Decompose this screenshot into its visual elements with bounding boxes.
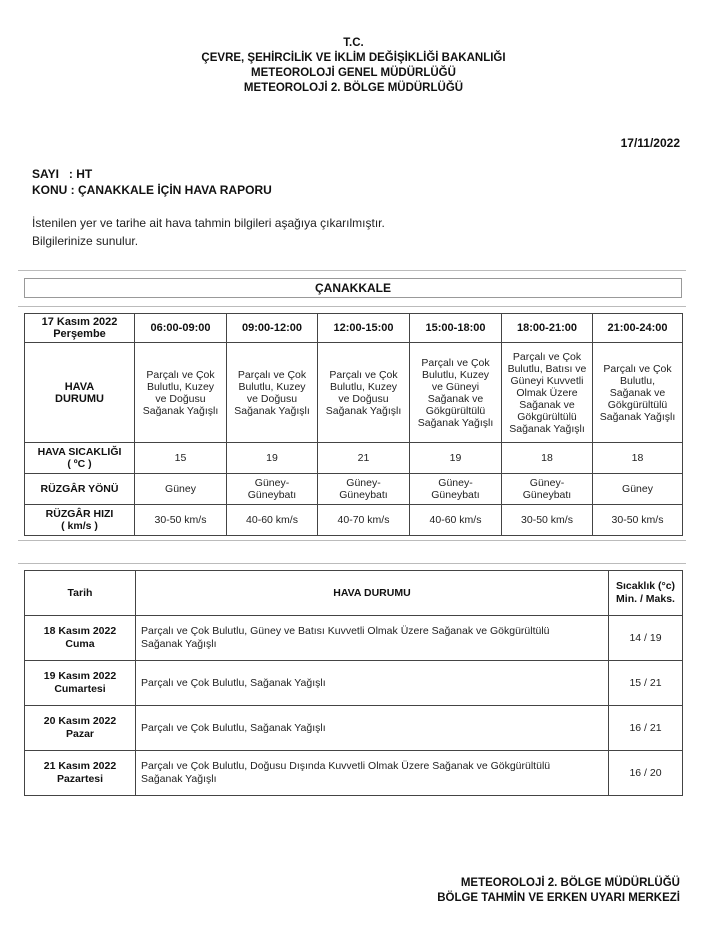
table-row <box>25 706 683 751</box>
wind-direction-text: Güney <box>622 482 653 495</box>
wind-direction-text: Güney <box>165 482 196 495</box>
weather-label <box>25 343 135 443</box>
weather-cell <box>227 343 318 443</box>
temperature-unit: ( ºC ) <box>67 458 92 470</box>
letterhead-line-tc: T.C. <box>343 37 364 49</box>
divider <box>18 306 686 307</box>
weather-cell <box>135 343 227 443</box>
date-cell <box>25 616 136 661</box>
hourly-forecast-table <box>24 313 683 536</box>
wind-direction-label: RÜZGÂR YÖNÜ <box>25 474 135 505</box>
wind-speed-label <box>25 505 135 536</box>
temperature-label-text: HAVA SICAKLIĞI <box>37 445 122 458</box>
wind-speed-cell: 40-60 km/s <box>410 505 502 536</box>
weather-text: Parçalı ve Çok Bulutlu, Sağanak Yağışlı <box>141 676 326 689</box>
date-text: 21 Kasım 2022 <box>43 760 117 772</box>
signature-line-2: BÖLGE TAHMİN VE ERKEN UYARI MERKEZİ <box>437 892 680 904</box>
weather-cell <box>318 343 410 443</box>
wind-speed-cell: 40-60 km/s <box>227 505 318 536</box>
temperature-column-header <box>609 571 683 616</box>
weather-cell <box>136 706 609 751</box>
date-cell <box>25 661 136 706</box>
table-row <box>25 751 683 796</box>
period-header: 21:00-24:00 <box>593 314 683 343</box>
temperature-row <box>25 443 683 474</box>
intro-text <box>32 214 385 250</box>
weather-cell <box>410 343 502 443</box>
date-column-header: Tarih <box>25 571 136 616</box>
date-text: 18 Kasım 2022 <box>43 625 117 637</box>
date-text: 19 Kasım 2022 <box>43 670 117 682</box>
date-cell <box>25 751 136 796</box>
weather-text: Parçalı ve Çok Bulutlu, Güney ve Batısı Kuvvetli Olmak Üzere Sağanak ve Gökgürültülü Sağanak Yağışlı <box>141 625 550 650</box>
wind-speed-cell: 40-70 km/s <box>318 505 410 536</box>
weather-row <box>25 343 683 443</box>
letterhead-directorate: METEOROLOJİ GENEL MÜDÜRLÜĞÜ <box>251 67 456 79</box>
period-header: 09:00-12:00 <box>227 314 318 343</box>
wind-direction-text: Güney-Güneybatı <box>339 476 388 501</box>
forecast-date-cell <box>25 314 135 343</box>
letterhead-regional: METEOROLOJİ 2. BÖLGE MÜDÜRLÜĞÜ <box>243 82 464 94</box>
wind-speed-cell: 30-50 km/s <box>135 505 227 536</box>
temperature-cell: 21 <box>318 443 410 474</box>
letterhead-ministry: ÇEVRE, ŞEHİRCİLİK VE İKLİM DEĞİŞİKLİĞİ BAKANLIĞI <box>201 52 506 64</box>
weather-text: Parçalı ve Çok Bulutlu, Kuzey ve Güneyi Sağanak ve Gökgürültülü Sağanak Yağışlı <box>417 356 494 429</box>
temperature-header-text: Sıcaklık (°c) <box>615 580 676 592</box>
table-row <box>25 661 683 706</box>
temperature-cell: 18 <box>502 443 593 474</box>
intro-line-1: İstenilen yer ve tarihe ait hava tahmin bilgileri aşağıya çıkarılmıştır. <box>32 216 385 230</box>
daily-forecast-table <box>24 570 683 796</box>
period-header: 12:00-15:00 <box>318 314 410 343</box>
temperature-cell: 16 / 21 <box>609 706 683 751</box>
day-text: Pazar <box>65 728 95 740</box>
report-date: 17/11/2022 <box>620 136 680 150</box>
wind-direction-text: Güney-Güneybatı <box>522 476 572 501</box>
wind-speed-cell: 30-50 km/s <box>593 505 683 536</box>
wind-speed-cell: 30-50 km/s <box>502 505 593 536</box>
weather-label-text: HAVA DURUMU <box>55 380 104 405</box>
signature-block <box>437 876 680 906</box>
temperature-label <box>25 443 135 474</box>
divider <box>18 540 686 541</box>
wind-direction-cell <box>318 474 410 505</box>
wind-direction-cell <box>410 474 502 505</box>
wind-direction-row <box>25 474 683 505</box>
table-header-row <box>25 571 683 616</box>
weather-column-header: HAVA DURUMU <box>136 571 609 616</box>
weather-text: Parçalı ve Çok Bulutlu, Kuzey ve Doğusu Sağanak Yağışlı <box>142 368 219 417</box>
report-number: SAYI : HT <box>32 167 93 181</box>
intro-line-2: Bilgilerinize sunulur. <box>32 234 139 248</box>
weather-text: Parçalı ve Çok Bulutlu, Kuzey ve Doğusu Sağanak Yağışlı <box>234 368 310 417</box>
temperature-cell: 16 / 20 <box>609 751 683 796</box>
weather-text: Parçalı ve Çok Bulutlu, Sağanak Yağışlı <box>141 721 326 734</box>
weather-cell <box>502 343 593 443</box>
wind-direction-cell <box>593 474 683 505</box>
day-text: Pazartesi <box>56 773 104 785</box>
divider <box>18 563 686 564</box>
wind-speed-row <box>25 505 683 536</box>
wind-direction-text: Güney-Güneybatı <box>247 476 297 501</box>
letterhead <box>0 36 707 96</box>
temperature-cell: 18 <box>593 443 683 474</box>
weather-cell <box>136 751 609 796</box>
temperature-cell: 19 <box>227 443 318 474</box>
weather-cell <box>136 616 609 661</box>
table-row <box>25 616 683 661</box>
weather-cell <box>593 343 683 443</box>
date-cell <box>25 706 136 751</box>
temperature-cell: 15 / 21 <box>609 661 683 706</box>
weather-text: Parçalı ve Çok Bulutlu, Kuzey ve Doğusu Sağanak Yağışlı <box>325 368 402 417</box>
weather-text: Parçalı ve Çok Bulutlu, Doğusu Dışında Kuvvetli Olmak Üzere Sağanak ve Gökgürültülü Sağanak Yağışlı <box>141 760 551 785</box>
report-subject: KONU : ÇANAKKALE İÇİN HAVA RAPORU <box>32 183 272 197</box>
wind-speed-label-text: RÜZGÂR HIZI <box>45 507 114 520</box>
wind-speed-unit: ( km/s ) <box>61 520 98 532</box>
period-header: 06:00-09:00 <box>135 314 227 343</box>
period-header: 15:00-18:00 <box>410 314 502 343</box>
weather-text: Parçalı ve Çok Bulutlu, Sağanak ve Gökgürültülü Sağanak Yağışlı <box>599 362 676 423</box>
date-text: 20 Kasım 2022 <box>43 715 117 727</box>
wind-direction-cell <box>227 474 318 505</box>
divider <box>18 270 686 271</box>
weather-text: Parçalı ve Çok Bulutlu, Batısı ve Güneyi Kuvvetli Olmak Üzere Sağanak ve Gökgürültülü Sağanak Yağışlı <box>507 350 587 435</box>
signature-line-1: METEOROLOJİ 2. BÖLGE MÜDÜRLÜĞÜ <box>460 877 680 889</box>
report-meta <box>32 166 272 198</box>
temperature-header-subtext: Min. / Maks. <box>616 593 675 605</box>
temperature-cell: 15 <box>135 443 227 474</box>
forecast-date: 17 Kasım 2022 <box>41 315 118 328</box>
city-title: ÇANAKKALE <box>24 278 682 298</box>
day-text: Cumartesi <box>54 683 106 695</box>
period-header: 18:00-21:00 <box>502 314 593 343</box>
wind-direction-text: Güney-Güneybatı <box>431 476 480 501</box>
wind-direction-cell <box>502 474 593 505</box>
wind-direction-cell <box>135 474 227 505</box>
temperature-cell: 19 <box>410 443 502 474</box>
day-text: Cuma <box>65 638 95 650</box>
forecast-day: Perşembe <box>53 328 106 340</box>
table-header-row <box>25 314 683 343</box>
temperature-cell: 14 / 19 <box>609 616 683 661</box>
weather-cell <box>136 661 609 706</box>
